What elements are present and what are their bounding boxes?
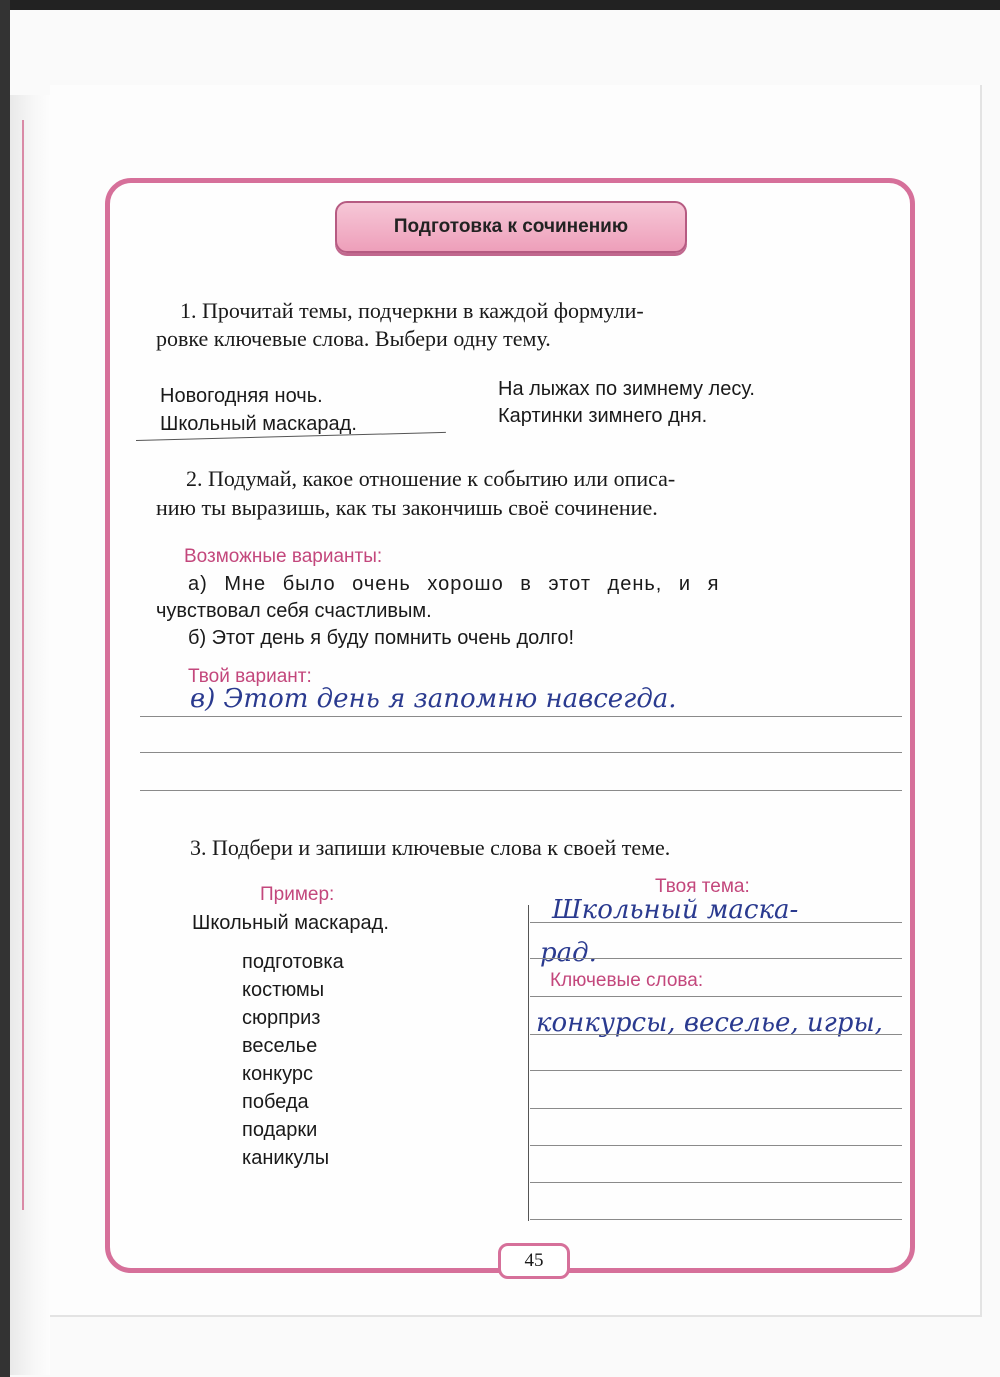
example-label: Пример: <box>260 884 335 905</box>
topic-skiing: На лыжах по зимнему лесу. <box>498 378 755 400</box>
example-word: конкурс <box>242 1063 314 1085</box>
keywords-line-2 <box>530 1034 902 1035</box>
handwritten-topic-line2: рад. <box>540 938 597 968</box>
keywords-line-7 <box>530 1219 902 1220</box>
task2-line2: нию ты выразишь, как ты закончишь своё сочинение. <box>156 495 658 520</box>
example-word: веселье <box>242 1035 318 1057</box>
keywords-line-5 <box>530 1145 902 1146</box>
keywords-line-4 <box>530 1108 902 1109</box>
topic-school-masquerade: Школьный маскарад. <box>160 413 357 435</box>
keywords-label: Ключевые слова: <box>550 970 704 991</box>
task1-line2: ровке ключевые слова. Выбери одну тему. <box>156 326 551 351</box>
answer-line-3 <box>140 790 902 791</box>
task3-line1: 3. Подбери и запиши ключевые слова к своей теме. <box>190 835 671 860</box>
answer-line-2 <box>140 752 902 753</box>
previous-page-edge <box>0 120 24 1210</box>
your-topic-label: Твоя тема: <box>655 876 750 897</box>
example-word: каникулы <box>242 1147 330 1169</box>
possible-variants-label: Возможные варианты: <box>184 546 383 567</box>
example-topic: Школьный маскарад. <box>192 912 389 934</box>
topic-new-year-night: Новогодняя ночь. <box>160 385 323 407</box>
variant-a-line2: чувствовал себя счастливым. <box>156 600 432 622</box>
variant-b: б) Этот день я буду помнить очень долго! <box>188 627 575 649</box>
variant-a-line1: а) Мне было очень хорошо в этот день, и я <box>188 573 720 595</box>
page-number-badge <box>498 1243 570 1279</box>
column-divider <box>528 905 529 1221</box>
answer-line-1 <box>140 716 902 717</box>
keywords-line-3 <box>530 1070 902 1071</box>
example-word: костюмы <box>242 979 325 1001</box>
handwritten-keywords: конкурсы, веселье, игры, <box>536 1008 883 1038</box>
topic-line-1 <box>530 922 902 923</box>
topic-winter-pictures: Картинки зимнего дня. <box>498 405 708 427</box>
scan-edge-top <box>0 0 1000 10</box>
keywords-line-6 <box>530 1182 902 1183</box>
handwritten-topic-line1: Школьный маска- <box>552 895 799 925</box>
example-word: подарки <box>242 1119 318 1141</box>
task2-line1: 2. Подумай, какое отношение к событию или описа- <box>186 466 676 491</box>
title-badge <box>335 201 687 253</box>
page-title: Подготовка к сочинению <box>393 216 629 237</box>
topic-line-2 <box>530 958 902 959</box>
example-word: подготовка <box>242 951 344 973</box>
example-word: сюрприз <box>242 1007 321 1029</box>
example-word-list <box>242 948 344 1172</box>
task1-line1: 1. Прочитай темы, подчеркни в каждой формули- <box>180 298 644 323</box>
page-number: 45 <box>524 1250 544 1271</box>
example-word: победа <box>242 1091 309 1113</box>
keywords-line-1 <box>530 996 902 997</box>
handwritten-variant: в) Этот день я запомню навсегда. <box>190 684 677 714</box>
your-variant-label: Твой вариант: <box>188 666 312 687</box>
